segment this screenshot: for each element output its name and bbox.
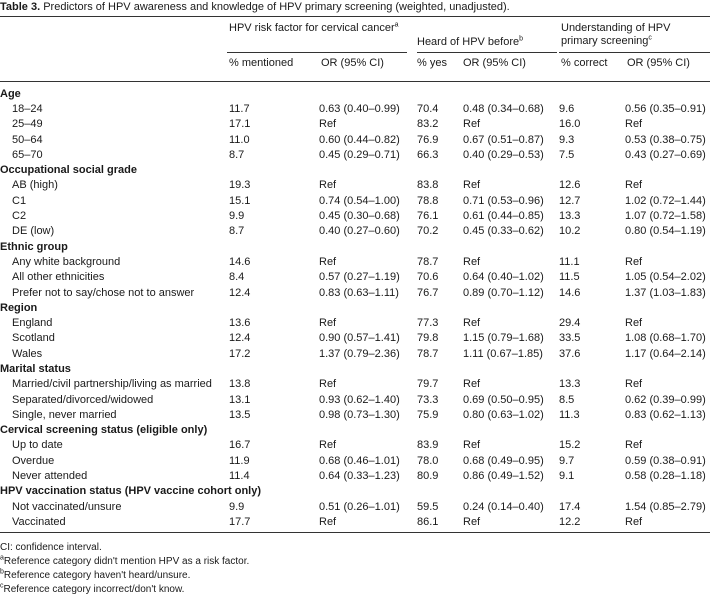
table-row (0, 468, 710, 483)
cell-or-risk: Ref (319, 118, 337, 131)
cell-or-heard: 0.89 (0.70–1.12) (463, 286, 544, 299)
table-row (0, 285, 710, 300)
cell-pct-mentioned: 11.4 (229, 470, 250, 483)
top-rule (0, 16, 710, 17)
cell-pct-yes: 66.3 (417, 148, 439, 161)
cell-or-risk: Ref (319, 515, 337, 528)
table-row (0, 193, 710, 208)
row-label: C1 (12, 194, 27, 207)
row-label: DE (low) (12, 225, 55, 238)
cell-or-heard: 1.15 (0.79–1.68) (463, 332, 544, 345)
cell-pct-mentioned: 13.8 (229, 378, 251, 391)
cell-or-risk: 0.74 (0.54–1.00) (319, 194, 400, 207)
cell-pct-mentioned: 14.6 (229, 255, 251, 268)
section-header-row (0, 162, 710, 177)
subheader-or-understanding: OR (95% CI) (627, 57, 690, 69)
cell-pct-yes: 75.9 (417, 408, 439, 421)
cell-or-understanding: Ref (625, 439, 643, 452)
cell-or-heard: Ref (463, 378, 481, 391)
cell-or-heard: 0.68 (0.49–0.95) (463, 454, 544, 467)
cell-pct-mentioned: 13.5 (229, 408, 251, 421)
cell-pct-yes: 83.2 (417, 118, 439, 131)
group-rule-understanding (559, 52, 710, 53)
footnote: $^b$Reference category haven't heard/unsure. (0, 568, 191, 581)
group-header-hpv-risk: HPV risk factor for cervical cancer$^a$ (229, 21, 399, 34)
cell-or-risk: 0.45 (0.30–0.68) (319, 210, 400, 223)
cell-or-understanding: Ref (625, 515, 643, 528)
cell-pct-correct: 33.5 (559, 332, 581, 345)
cell-pct-yes: 73.3 (417, 393, 439, 406)
predictors-table (0, 86, 710, 530)
footnote: $^a$Reference category didn't mention HPV as a risk factor. (0, 554, 250, 567)
cell-pct-yes: 70.2 (417, 225, 439, 238)
cell-or-risk: Ref (319, 439, 337, 452)
cell-or-heard: Ref (463, 118, 481, 131)
cell-pct-mentioned: 8.7 (229, 148, 245, 161)
cell-pct-mentioned: 8.7 (229, 225, 245, 238)
cell-pct-correct: 29.4 (559, 317, 581, 330)
cell-or-risk: 0.40 (0.27–0.60) (319, 225, 400, 238)
cell-pct-mentioned: 13.6 (229, 317, 251, 330)
cell-pct-yes: 76.1 (417, 210, 439, 223)
row-label: 18–24 (12, 102, 43, 115)
cell-or-risk: 0.63 (0.40–0.99) (319, 102, 400, 115)
section-header-row (0, 239, 710, 254)
cell-or-understanding: 0.80 (0.54–1.19) (625, 225, 706, 238)
cell-or-heard: 0.69 (0.50–0.95) (463, 393, 544, 406)
section-title: Ethnic group (0, 240, 68, 253)
section-title: Region (0, 301, 38, 314)
cell-or-risk: 0.98 (0.73–1.30) (319, 408, 400, 421)
cell-pct-yes: 78.8 (417, 194, 439, 207)
cell-pct-yes: 80.9 (417, 470, 439, 483)
caption-label: Table 3. (0, 1, 41, 13)
cell-pct-mentioned: 19.3 (229, 179, 251, 192)
cell-pct-correct: 9.6 (559, 102, 575, 115)
table-row (0, 392, 710, 407)
group-header-heard-hpv: Heard of HPV before$^b$ (417, 35, 524, 48)
cell-pct-mentioned: 11.7 (229, 102, 250, 115)
cell-or-heard: Ref (463, 179, 481, 192)
subheader-or-risk: OR (95% CI) (321, 57, 384, 69)
table-row (0, 346, 710, 361)
cell-or-understanding: 0.58 (0.28–1.18) (625, 470, 706, 483)
cell-or-understanding: 1.07 (0.72–1.58) (625, 210, 706, 223)
row-label: Vaccinated (12, 515, 66, 528)
cell-or-risk: 0.45 (0.29–0.71) (319, 148, 400, 161)
cell-pct-yes: 83.8 (417, 179, 439, 192)
table-row (0, 315, 710, 330)
cell-or-heard: 0.61 (0.44–0.85) (463, 210, 544, 223)
cell-or-understanding: Ref (625, 179, 643, 192)
row-label: Single, never married (12, 408, 117, 421)
row-label: England (12, 317, 53, 330)
row-label: Separated/divorced/widowed (12, 393, 154, 406)
cell-or-understanding: 0.62 (0.39–0.99) (625, 393, 706, 406)
cell-pct-mentioned: 12.4 (229, 332, 251, 345)
cell-pct-correct: 16.0 (559, 118, 581, 131)
section-title: Occupational social grade (0, 164, 137, 177)
section-title: HPV vaccination status (HPV vaccine cohort only) (0, 485, 262, 498)
table-row (0, 254, 710, 269)
cell-or-heard: 0.45 (0.33–0.62) (463, 225, 544, 238)
cell-or-heard: 0.24 (0.14–0.40) (463, 500, 544, 513)
cell-pct-yes: 86.1 (417, 515, 439, 528)
cell-pct-yes: 76.9 (417, 133, 439, 146)
section-title: Age (0, 87, 21, 100)
row-label: Not vaccinated/unsure (12, 500, 122, 513)
row-label: C2 (12, 210, 27, 223)
cell-pct-correct: 10.2 (559, 225, 581, 238)
cell-or-understanding: 1.54 (0.85–2.79) (625, 500, 706, 513)
table-row (0, 208, 710, 223)
footnote: CI: confidence interval. (0, 542, 102, 553)
cell-pct-mentioned: 13.1 (229, 393, 251, 406)
cell-or-heard: 1.11 (0.67–1.85) (463, 347, 543, 360)
cell-pct-correct: 13.3 (559, 378, 581, 391)
cell-pct-correct: 37.6 (559, 347, 581, 360)
cell-or-risk: 0.68 (0.46–1.01) (319, 454, 400, 467)
row-label: Up to date (12, 439, 63, 452)
row-label: 25–49 (12, 118, 43, 131)
cell-or-risk: 0.90 (0.57–1.41) (319, 332, 400, 345)
cell-pct-correct: 15.2 (559, 439, 581, 452)
table-row (0, 499, 710, 514)
table-row (0, 331, 710, 346)
cell-or-understanding: Ref (625, 378, 643, 391)
cell-or-risk: 0.83 (0.63–1.11) (319, 286, 399, 299)
cell-or-heard: Ref (463, 317, 481, 330)
cell-or-understanding: 0.83 (0.62–1.13) (625, 408, 706, 421)
cell-pct-correct: 7.5 (559, 148, 575, 161)
cell-or-understanding: Ref (625, 255, 643, 268)
cell-pct-mentioned: 12.4 (229, 286, 251, 299)
cell-pct-yes: 83.9 (417, 439, 439, 452)
cell-or-risk: Ref (319, 378, 337, 391)
cell-pct-mentioned: 17.7 (229, 515, 251, 528)
section-header-row (0, 361, 710, 376)
table-caption (0, 0, 510, 14)
cell-or-understanding: Ref (625, 118, 643, 131)
cell-pct-yes: 78.7 (417, 347, 439, 360)
cell-or-risk: Ref (319, 317, 337, 330)
cell-or-heard: 0.86 (0.49–1.52) (463, 470, 544, 483)
cell-pct-mentioned: 9.9 (229, 210, 245, 223)
subheader-pct-yes: % yes (417, 57, 447, 69)
cell-or-risk: 1.37 (0.79–2.36) (319, 347, 400, 360)
cell-pct-yes: 77.3 (417, 317, 439, 330)
cell-or-understanding: 0.56 (0.35–0.91) (625, 102, 706, 115)
cell-pct-mentioned: 16.7 (229, 439, 251, 452)
group-rule-risk (227, 52, 407, 53)
table-row (0, 178, 710, 193)
subheader-or-heard: OR (95% CI) (463, 57, 526, 69)
subheader-pct-mentioned: % mentioned (229, 57, 294, 69)
cell-pct-correct: 13.3 (559, 210, 581, 223)
section-header-row (0, 300, 710, 315)
cell-or-risk: 0.60 (0.44–0.82) (319, 133, 400, 146)
cell-pct-correct: 12.6 (559, 179, 581, 192)
cell-pct-mentioned: 11.9 (229, 454, 250, 467)
section-title: Cervical screening status (eligible only) (0, 424, 208, 437)
cell-or-understanding: Ref (625, 317, 643, 330)
cell-pct-correct: 9.1 (559, 470, 575, 483)
footnote: $^c$Reference category incorrect/don't know. (0, 582, 185, 595)
row-label: Any white background (12, 255, 121, 268)
cell-pct-yes: 78.0 (417, 454, 439, 467)
cell-or-understanding: 1.05 (0.54–2.02) (625, 271, 706, 284)
table-row (0, 407, 710, 422)
section-header-row (0, 86, 710, 101)
row-label: 65–70 (12, 148, 43, 161)
cell-pct-mentioned: 9.9 (229, 500, 245, 513)
cell-or-heard: 0.80 (0.63–1.02) (463, 408, 544, 421)
cell-pct-correct: 11.1 (559, 255, 580, 268)
cell-pct-correct: 12.2 (559, 515, 581, 528)
cell-or-heard: Ref (463, 439, 481, 452)
table-row (0, 270, 710, 285)
row-label: AB (high) (12, 179, 58, 192)
table-row (0, 147, 710, 162)
cell-pct-correct: 11.3 (559, 408, 580, 421)
cell-pct-yes: 59.5 (417, 500, 439, 513)
cell-pct-yes: 70.6 (417, 271, 439, 284)
cell-pct-correct: 12.7 (559, 194, 581, 207)
cell-pct-mentioned: 8.4 (229, 271, 245, 284)
cell-or-heard: 0.67 (0.51–0.87) (463, 133, 544, 146)
cell-pct-correct: 17.4 (559, 500, 581, 513)
cell-or-heard: 0.40 (0.29–0.53) (463, 148, 544, 161)
cell-pct-correct: 11.5 (559, 271, 580, 284)
cell-or-risk: Ref (319, 179, 337, 192)
cell-pct-correct: 8.5 (559, 393, 575, 406)
row-label: Scotland (12, 332, 55, 345)
cell-or-risk: 0.93 (0.62–1.40) (319, 393, 400, 406)
bottom-rule (0, 532, 710, 533)
cell-or-understanding: 0.53 (0.38–0.75) (625, 133, 706, 146)
cell-or-heard: Ref (463, 515, 481, 528)
table-row (0, 132, 710, 147)
group-rule-heard (417, 52, 557, 53)
row-label: Overdue (12, 454, 55, 467)
section-header-row (0, 484, 710, 499)
section-title: Marital status (0, 362, 71, 375)
row-label: 50–64 (12, 133, 43, 146)
group-header-understanding: Understanding of HPV primary screening$^c$ (561, 22, 671, 47)
table-row (0, 453, 710, 468)
row-label: Married/civil partnership/living as married (12, 378, 212, 391)
cell-pct-correct: 9.7 (559, 454, 575, 467)
row-label: All other ethnicities (12, 271, 105, 284)
section-header-row (0, 423, 710, 438)
cell-pct-yes: 70.4 (417, 102, 439, 115)
cell-or-understanding: 1.37 (1.03–1.83) (625, 286, 706, 299)
cell-pct-mentioned: 11.0 (229, 133, 250, 146)
table-row (0, 224, 710, 239)
cell-or-understanding: 0.59 (0.38–0.91) (625, 454, 706, 467)
row-label: Wales (12, 347, 43, 360)
cell-or-understanding: 0.43 (0.27–0.69) (625, 148, 706, 161)
cell-or-risk: 0.51 (0.26–1.01) (319, 500, 400, 513)
cell-pct-correct: 9.3 (559, 133, 575, 146)
subheader-pct-correct: % correct (561, 57, 608, 69)
row-label: Never attended (12, 470, 88, 483)
cell-or-risk: 0.57 (0.27–1.19) (319, 271, 400, 284)
table-row (0, 438, 710, 453)
table-row (0, 117, 710, 132)
cell-or-heard: 0.71 (0.53–0.96) (463, 194, 544, 207)
cell-or-understanding: 1.02 (0.72–1.44) (625, 194, 706, 207)
cell-or-heard: Ref (463, 255, 481, 268)
cell-or-understanding: 1.17 (0.64–2.14) (625, 347, 706, 360)
cell-pct-mentioned: 17.1 (229, 118, 251, 131)
cell-pct-mentioned: 17.2 (229, 347, 251, 360)
cell-pct-mentioned: 15.1 (229, 194, 251, 207)
cell-or-risk: 0.64 (0.33–1.23) (319, 470, 400, 483)
cell-pct-yes: 79.7 (417, 378, 439, 391)
cell-or-heard: 0.48 (0.34–0.68) (463, 102, 544, 115)
caption-text: Predictors of HPV awareness and knowledge of HPV primary screening (weighted, unadjusted). (43, 1, 510, 13)
cell-or-risk: Ref (319, 255, 337, 268)
row-label: Prefer not to say/chose not to answer (12, 286, 195, 299)
cell-or-heard: 0.64 (0.40–1.02) (463, 271, 544, 284)
cell-pct-yes: 78.7 (417, 255, 439, 268)
header-rule (0, 81, 710, 82)
cell-pct-correct: 14.6 (559, 286, 581, 299)
cell-pct-yes: 79.8 (417, 332, 439, 345)
table-row (0, 101, 710, 116)
table-row (0, 514, 710, 529)
cell-or-understanding: 1.08 (0.68–1.70) (625, 332, 706, 345)
table-row (0, 377, 710, 392)
cell-pct-yes: 76.7 (417, 286, 439, 299)
